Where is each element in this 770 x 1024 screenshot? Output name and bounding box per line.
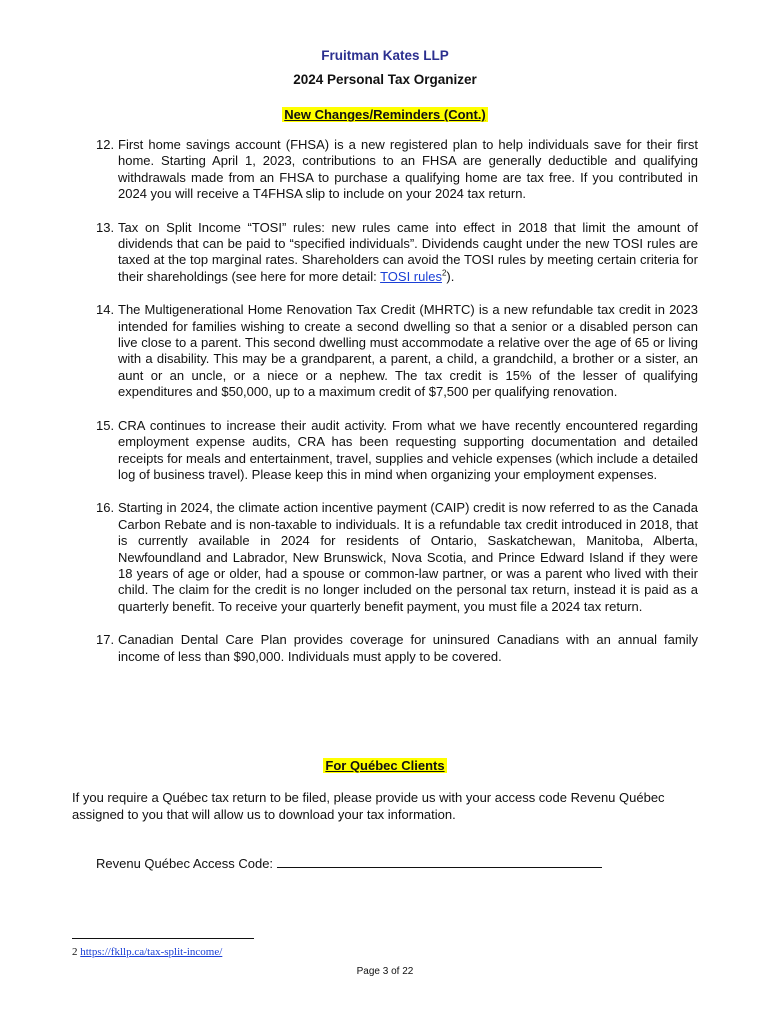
- item-number: 13.: [96, 219, 115, 235]
- changes-heading-text: New Changes/Reminders (Cont.): [284, 107, 486, 122]
- list-item: [0, 418, 698, 484]
- quebec-heading-text: For Québec Clients: [325, 758, 445, 773]
- access-code-row: [96, 855, 602, 871]
- item-text: Canadian Dental Care Plan provides coverage for uninsured Canadians with an annual family income of less than $90,000. Individuals must apply to be covered.: [118, 632, 698, 664]
- changes-heading: [0, 106, 770, 124]
- reminders-list: [0, 137, 770, 682]
- item-number: 14.: [96, 302, 115, 318]
- item-text: First home savings account (FHSA) is a new registered plan to help individuals save for their first home. Starting April 1, 2023, contributions to an FHSA are generally deductible and qualifying withdrawals made from an FHSA to purchase a qualifying home are tax free. If you contributed in 2024 you will receive a T4FHSA slip to include on your 2024 tax return.: [118, 137, 698, 202]
- quebec-heading: [0, 757, 770, 775]
- document-title: 2024 Personal Tax Organizer: [293, 72, 477, 87]
- firm-name: Fruitman Kates LLP: [321, 48, 449, 63]
- footnote-divider: [72, 938, 254, 939]
- item-number: 17.: [96, 632, 115, 648]
- item-number: 16.: [96, 500, 115, 516]
- footnote: [72, 946, 222, 958]
- tosi-rules-link[interactable]: TOSI rules: [380, 268, 442, 284]
- item-text: CRA continues to increase their audit activity. From what we have recently encountered regarding employment expense audits, CRA has been requesting supporting documentation and detailed receipts for meals and entertainment, travel, supplies and vehicle expenses (which include a detailed log of business travel). Please keep this in mind when organizing your employment expenses.: [118, 417, 698, 482]
- list-item: [0, 302, 698, 400]
- quebec-paragraph: If you require a Québec tax return to be filed, please provide us with your access code Revenu Québec assigned to you that will allow us to download your tax information.: [72, 790, 665, 822]
- list-item: [0, 632, 698, 665]
- footnote-ref: 2: [441, 268, 447, 278]
- item-text: The Multigenerational Home Renovation Tax Credit (MHRTC) is a new refundable tax credit in 2023 intended for families wishing to create a second dwelling so that a senior or a disabled person can live close to a parent. This second dwelling must accommodate a relative over the age of 65 or living with a disability. This may be a grandparent, a parent, a child, a grandchild, a brother or a sister, an aunt or an uncle, or a niece or a nephew. The tax credit is 15% of the lesser of qualifying expenditures and $50,000, up to a maximum credit of $7,500 per qualifying renovation.: [118, 302, 698, 400]
- access-code-field[interactable]: [277, 855, 602, 868]
- item-number: 12.: [96, 137, 115, 152]
- page-number: Page 3 of 22: [356, 966, 414, 977]
- access-code-label: Revenu Québec Access Code:: [96, 856, 274, 871]
- list-item: [0, 500, 698, 615]
- item-text: Tax on Split Income “TOSI” rules: new rules came into effect in 2018 that limit the amount of dividends that can be paid to “specified individuals”. Dividends caught under the new TOSI rules are taxed at the top marginal rates. Shareholders can avoid the TOSI rules by meeting certain criteria for their shareholdings (see here for more detail:: [118, 219, 698, 284]
- item-text: Starting in 2024, the climate action incentive payment (CAIP) credit is now referred to as the Canada Carbon Rebate and is non-taxable to individuals. It is a refundable tax credit introduced in 2018, that is currently available in 2024 for residents of Ontario, Saskatchewan, Manitoba, Alberta, Newfoundland and Labrador, New Brunswick, Nova Scotia, and Prince Edward Island if they were 18 years of age or older, had a spouse or common-law partner, or was a parent who lived with their child. The claim for the credit is no longer included on the personal tax return, instead it is paid as a quarterly benefit. To receive your quarterly benefit payment, you must file a 2024 tax return.: [118, 500, 698, 614]
- list-item: [0, 220, 698, 286]
- footnote-number: 2: [72, 946, 78, 958]
- item-number: 15.: [96, 417, 115, 433]
- footnote-link[interactable]: https://fkllp.ca/tax-split-income/: [80, 946, 223, 958]
- list-item: [0, 137, 698, 203]
- item-tail: ).: [446, 268, 455, 284]
